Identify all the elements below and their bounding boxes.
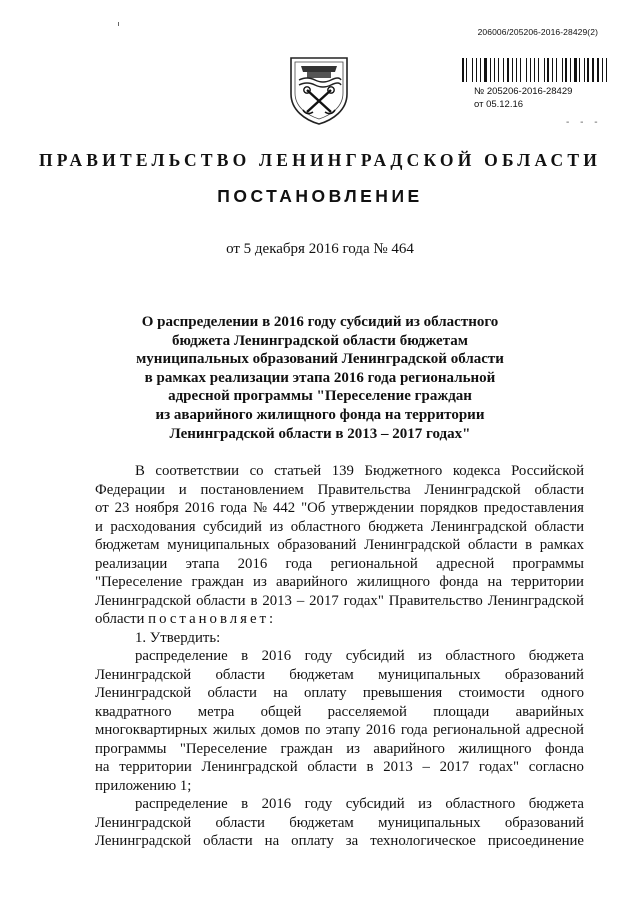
word: Ленинградской [201,759,298,775]
word: Правительства [317,481,411,498]
word: годах" [478,759,520,775]
word: на [273,685,288,701]
word: области [534,518,584,535]
barcode-bar [563,58,564,82]
barcode-bar [466,58,467,82]
word: граждан [191,574,244,590]
coat-of-arms-icon [287,54,351,126]
word: – [296,592,305,609]
barcode-bar [544,58,545,82]
word: бюджетам [95,537,160,553]
word: оплату [303,685,347,701]
word: ноября [135,500,179,516]
word: многоквартирных [95,722,208,738]
word: бюджета [368,518,424,535]
barcode-bar [496,58,497,82]
word: одного [541,685,584,701]
barcode-bar [532,58,533,82]
word: области [307,759,357,775]
barcode-bar [581,58,583,82]
word: Ленинградской [95,666,192,683]
barcode-bar [578,58,579,82]
barcode-bar [500,58,502,82]
barcode-bar [603,58,605,82]
subject-line: в рамках реализации этапа 2016 года региональной [144,369,496,386]
word: области [215,814,265,831]
word: Ленинградской [95,814,192,831]
word: 442 [272,500,296,516]
word: кодекса [452,463,501,479]
word: на [487,574,503,590]
word: из [418,796,432,812]
word: этапу [325,722,361,738]
word: и [95,518,103,535]
text-line [95,832,584,851]
text-line [95,499,584,518]
word: 2016 [237,555,268,572]
word: бюджета [528,796,584,812]
barcode-bar [518,58,519,82]
word: территории [511,574,584,590]
item-1: 1. Утвердить: [135,629,221,646]
subject-line: муниципальных образований Ленинградской области [136,351,504,368]
text-line [95,592,584,611]
word: образований [277,537,357,553]
word: общей [260,703,302,720]
barcode-bar [568,58,569,82]
barcode-bar [522,58,524,82]
word: из [346,740,360,757]
preamble-closing [95,610,584,629]
word: в [525,537,533,553]
word: стоимости [458,685,525,701]
text-line [95,481,584,500]
word: субсидий [203,518,262,535]
barcode-bar [491,58,493,82]
word: № [252,500,268,516]
word: образований [504,666,584,683]
text-line [95,573,584,592]
word: в [241,648,249,664]
word: Ленинградской [487,592,584,609]
word: Ленинградской [95,685,192,701]
text-line [95,536,584,555]
barcode-bar [462,58,464,82]
word: года [285,555,313,572]
word: области [467,537,518,553]
barcode-bar [565,58,567,82]
barcode-bar [546,58,547,82]
barcode-bar [552,58,554,82]
paragraph-item-1a [95,647,584,777]
document-date: от 5 декабря 2016 года № 464 [226,241,414,257]
text-line [95,666,584,685]
word: распределение [135,796,228,812]
word: Ленинградской [364,537,461,553]
barcode-bar [556,58,557,82]
word: от [95,500,109,516]
word: оплату [291,833,334,849]
word: бюджета [528,648,584,664]
word: областного [290,518,361,535]
word: квадратного [95,703,172,720]
barcode [462,58,610,82]
word: порядков [419,500,478,516]
barcode-bar [536,58,538,82]
word: распределение [135,648,228,664]
government-title: ПРАВИТЕЛЬСТВО ЛЕНИНГРАДСКОЙ ОБЛАСТИ [38,150,602,170]
text-line [95,814,584,833]
reference-number: 206006/205206-2016-28429(2) [477,27,598,37]
word: года [220,500,248,516]
word: В [135,463,145,479]
word: на [95,759,110,775]
word: из [269,518,284,535]
subject-line: бюджета Ленинградской области бюджетам [172,332,468,349]
text-line [95,647,584,666]
word: 2016 [261,796,292,812]
word: 139 [331,463,354,479]
word: Ленинградской [95,833,192,849]
word: муниципальных [378,814,481,831]
text-line [95,684,584,703]
barcode-bar [587,58,589,82]
item-1a-closing: приложению 1; [95,777,192,794]
word: жилищного [458,740,532,757]
word: "Переселение [179,740,268,757]
word: соответствии [155,463,240,479]
word: этапа [185,555,220,572]
word: муниципальных [378,666,481,683]
word: году [304,648,333,664]
barcode-bar [474,58,476,82]
scan-mark [118,22,119,26]
text-line [95,758,584,777]
barcode-bar [579,58,580,82]
barcode-bar [608,58,609,82]
word: адресной [525,722,584,738]
text-line [95,462,584,481]
word: Правительство [388,592,483,609]
text-line [95,740,584,759]
barcode-bar [503,58,504,82]
barcode-bar [472,58,473,82]
barcode-bar [595,58,596,82]
barcode-bar [488,58,489,82]
word: года [400,722,428,738]
word: "Об [301,500,326,516]
word: в [241,796,249,812]
barcode-bar [507,58,509,82]
word: 2017 [309,592,339,609]
word: областного [445,648,516,664]
word: жилищного [356,574,431,590]
barcode-bar [514,58,515,82]
word: постановлением [200,481,304,498]
word: субсидий [345,796,405,812]
text-line [95,555,584,574]
barcode-bar [490,58,491,82]
stamp-dashes: - - - [566,117,602,128]
barcode-bar [520,58,522,82]
word: бюджетам [289,814,354,831]
barcode-bar [558,58,560,82]
text-line [95,703,584,722]
barcode-bar [528,58,529,82]
word: программы [95,740,167,757]
word: со [249,463,264,479]
word: утверждении [331,500,415,516]
subject-line: адресной программы "Переселение граждан [168,388,472,405]
word: области [207,685,257,701]
barcode-bar [597,58,599,82]
barcode-bar [586,58,587,82]
barcode-bar [484,58,486,82]
word: области [534,481,584,498]
barcode-bar [554,58,555,82]
word: адресной [436,555,495,572]
word: граждан [280,740,333,757]
word: присоединение [487,833,584,849]
subject-line: О распределении в 2016 году субсидий из областного [141,314,499,330]
barcode-bar [505,58,506,82]
barcode-bar [538,58,539,82]
word: субсидий [345,648,405,664]
barcode-bar [584,58,585,82]
barcode-bar [512,58,514,82]
barcode-bar [547,58,549,82]
word: технологическое [370,833,476,849]
word: Ленинградской [430,518,528,535]
word: области [196,592,246,609]
barcode-bar [600,58,601,82]
barcode-bar [550,58,551,82]
barcode-bar [494,58,495,82]
word: из [253,574,267,590]
paragraph-preamble [95,462,584,610]
word: превышения [362,685,443,701]
word: программы [512,555,584,572]
word: предоставления [483,500,584,516]
word: фонда [544,740,584,757]
word: из [418,648,432,664]
word: области [215,666,265,683]
barcode-bar [534,58,535,82]
subject-line: из аварийного жилищного фонда на территории [155,406,485,423]
word: аварийного [276,574,348,590]
word: Российской [511,463,584,479]
barcode-bar [516,58,517,82]
word: образований [504,814,584,831]
text-line [95,721,584,740]
word: за [345,833,359,849]
word: Ленинградской [424,481,521,498]
barcode-bar [590,58,591,82]
document-subject [0,313,640,443]
barcode-bar [574,58,576,82]
word: рамках [539,537,584,553]
word: на [264,833,280,849]
word: расходования [110,518,196,535]
subject-line: Ленинградской области в 2013 – 2017 годах" [169,425,471,442]
barcode-bar [468,58,470,82]
text-line [95,795,584,814]
document-type: ПОСТАНОВЛЕНИЕ [217,186,423,206]
barcode-bar [478,58,479,82]
barcode-bar [480,58,482,82]
word: домов [261,722,300,738]
word: в [250,592,258,609]
word: аварийных [515,703,584,720]
word: муниципальных [167,537,270,553]
word: – [422,759,430,775]
word: 2016 [184,500,215,516]
word: годах" [343,592,384,609]
barcode-bar [606,58,607,82]
barcode-bar [602,58,603,82]
barcode-bar [510,58,511,82]
word: и [178,481,187,498]
word: региональной [432,722,521,738]
word: 2013 [262,592,292,609]
word: 23 [114,500,130,516]
barcode-bar [498,58,500,82]
text-line [95,518,584,537]
word: расселяемой [327,703,407,720]
barcode-bar [571,58,573,82]
barcode-bar [570,58,571,82]
barcode-bar [530,58,532,82]
registration-date: от 05.12.16 [474,99,524,110]
closing-prefix: области [95,611,149,627]
barcode-bar [562,58,563,82]
word: по [305,722,321,738]
word: фонда [439,574,479,590]
word: 2016 [365,722,396,738]
word: метра [197,703,235,720]
word: 2016 [261,648,292,664]
barcode-bar [482,58,483,82]
word: в [366,759,374,775]
barcode-bar [465,58,466,82]
word: области [203,833,253,849]
word: площади [433,703,490,720]
word: статьей [274,463,322,479]
word: реализации [95,555,168,572]
word: жилых [212,722,256,738]
word: Ленинградской [95,592,192,609]
barcode-bar [526,58,527,82]
word: году [304,796,333,812]
registration-number: № 205206-2016-28429 [474,86,573,97]
paragraph-item-1b [95,795,584,851]
barcode-bar [476,58,477,82]
word: согласно [528,759,584,775]
word: 2017 [439,759,470,775]
word: региональной [330,555,418,572]
word: бюджетам [289,666,354,683]
word: Федерации [95,481,165,498]
word: территории [119,759,192,775]
barcode-bar [540,58,542,82]
closing-verb: постановляет: [148,611,277,627]
word: Бюджетного [364,463,443,479]
barcode-bar [592,58,594,82]
word: 2013 [383,759,413,775]
word: "Переселение [95,574,183,590]
word: аварийного [373,740,445,757]
document-body [95,462,584,851]
word: областного [445,796,516,812]
